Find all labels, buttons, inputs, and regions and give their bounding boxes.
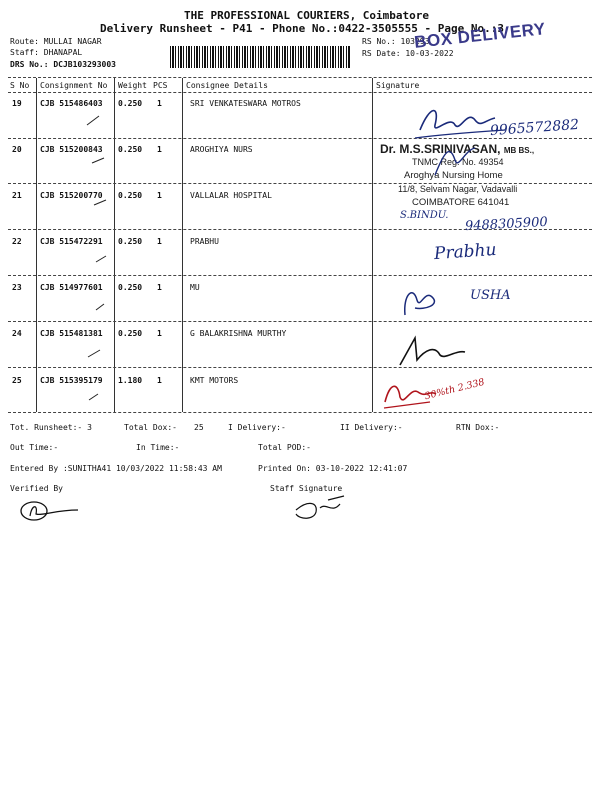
row-pcs: 1 [157, 237, 162, 246]
handwritten-phone-1: 9965572882 [489, 116, 580, 140]
drs-number: DRS No.: DCJB103293003 [10, 60, 116, 69]
stamp-name-text: Dr. M.S.SRINIVASAN, [380, 142, 501, 156]
staff-signature-mark [288, 494, 358, 528]
row-weight: 0.250 [118, 329, 143, 338]
row-pcs: 1 [157, 376, 162, 385]
ii-delivery: II Delivery:- [340, 423, 403, 432]
printed-on: Printed On: 03-10-2022 12:41:07 [258, 464, 408, 473]
stamp-nursing-home: Aroghya Nursing Home [404, 170, 503, 181]
rs-date: RS Date: 10-03-2022 [362, 49, 454, 58]
col-header-consignee: Consignee Details [186, 81, 268, 90]
in-time: In Time:- [136, 443, 180, 452]
col-header-pcs: PCS [153, 81, 168, 90]
row-weight: 0.250 [118, 191, 143, 200]
row-weight: 0.250 [118, 99, 143, 108]
verified-by: Verified By [10, 484, 63, 493]
total-dox-value: 25 [194, 423, 204, 432]
tot-runsheet: Tot. Runsheet:- 3 [10, 423, 92, 432]
row-pcs: 1 [157, 99, 162, 108]
handwritten-row25-note: 30%th 2.338 [423, 376, 486, 403]
row-pcs: 1 [157, 145, 162, 154]
col-header-weight: Weight [118, 81, 147, 90]
col-header-sno: S No [10, 81, 30, 90]
i-delivery: I Delivery:- [228, 423, 286, 432]
stamp-degree: MB BS., [503, 146, 535, 155]
staff-label: Staff: DHANAPAL [10, 48, 83, 57]
row-sno: 25 [12, 376, 22, 385]
row-consignment: CJB 515486403 [40, 99, 103, 108]
row-sno: 21 [12, 191, 22, 200]
signature-usha: USHA [470, 288, 511, 303]
row-consignee: KMT MOTORS [190, 376, 239, 385]
row-pcs: 1 [157, 191, 162, 200]
company-title: THE PROFESSIONAL COURIERS, Coimbatore [184, 9, 430, 22]
handwritten-name: S.BINDU. [400, 210, 449, 221]
col-header-consignment: Consignment No [40, 81, 108, 90]
signature-prabhu: Prabhu [433, 239, 498, 265]
row-weight: 0.250 [118, 237, 143, 246]
verified-signature [16, 496, 86, 526]
row-consignment: CJB 514977601 [40, 283, 103, 292]
row-weight: 0.250 [118, 145, 143, 154]
stamp-address: 11/8, Selvam Nagar, Vadavalli [398, 184, 518, 194]
row-consignee: MU [190, 283, 200, 292]
stamp-city: COIMBATORE 641041 [412, 197, 510, 208]
row-consignment: CJB 515200770 [40, 191, 103, 200]
signature-24 [395, 330, 475, 370]
runsheet-title: Delivery Runsheet - P41 - Phone No.:0422-3505555 - Page No.:3 [100, 22, 504, 35]
staff-signature-label: Staff Signature [270, 484, 343, 493]
entered-by: Entered By :SUNITHA41 10/03/2022 11:58:43 AM [10, 464, 222, 473]
row-consignment: CJB 515395179 [40, 376, 103, 385]
rtn-dox: RTN Dox:- [456, 423, 500, 432]
row-sno: 22 [12, 237, 22, 246]
row-weight: 0.250 [118, 283, 143, 292]
row-consignee: PRABHU [190, 237, 219, 246]
handwritten-phone-2: 9488305900 [464, 214, 549, 235]
row-weight: 1.180 [118, 376, 143, 385]
row-sno: 23 [12, 283, 22, 292]
row-pcs: 1 [157, 329, 162, 338]
total-dox-label: Total Dox:- [124, 423, 177, 432]
row-consignee: SRI VENKATESWARA MOTROS [190, 99, 301, 108]
row-consignee: AROGHIYA NURS [190, 145, 253, 154]
signature-20 [430, 140, 480, 180]
col-header-signature: Signature [376, 81, 420, 90]
out-time: Out Time:- [10, 443, 59, 452]
row-consignment: CJB 515200843 [40, 145, 103, 154]
row-consignment: CJB 515472291 [40, 237, 103, 246]
signature-23 [395, 280, 445, 320]
row-sno: 19 [12, 99, 22, 108]
row-consignee: G BALAKRISHNA MURTHY [190, 329, 287, 338]
row-consignment: CJB 515481381 [40, 329, 103, 338]
rs-number: RS No.: 103293 [362, 37, 430, 46]
row-sno: 24 [12, 329, 22, 338]
row-consignee: VALLALAR HOSPITAL [190, 191, 272, 200]
total-pod: Total POD:- [258, 443, 311, 452]
row-sno: 20 [12, 145, 22, 154]
route-label: Route: MULLAI NAGAR [10, 37, 102, 46]
row-pcs: 1 [157, 283, 162, 292]
stamp-reg-number: TNMC Reg. No. 49354 [412, 157, 504, 167]
box-delivery-stamp: BOX DELIVERY [413, 19, 547, 52]
